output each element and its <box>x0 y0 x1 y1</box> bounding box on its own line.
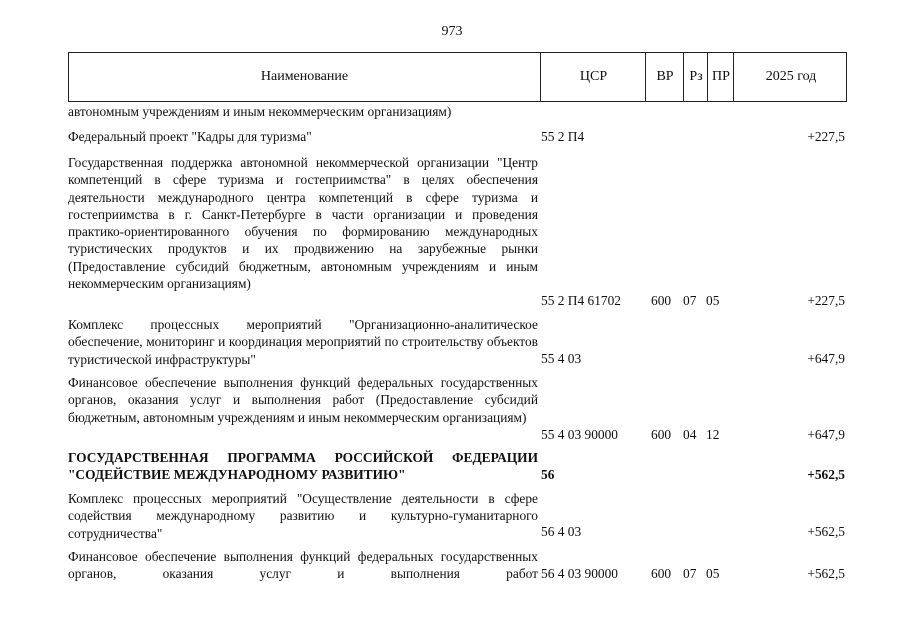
row-name: Комплекс процессных мероприятий "Осуществление деятельности в сфере содействия международному развитию и культурно-гуманитарного сотрудничества" <box>68 491 538 541</box>
row-rz: 07 <box>683 293 697 308</box>
row-rz: 04 <box>683 427 697 442</box>
row-vr: 600 <box>651 566 672 581</box>
row-csr: 55 4 03 90000 <box>541 427 618 442</box>
page-number: 973 <box>441 24 463 39</box>
header-csr: ЦСР <box>540 53 646 101</box>
row-amount: +227,5 <box>807 293 845 308</box>
row-name: ГОСУДАРСТВЕННАЯ ПРОГРАММА РОССИЙСКОЙ ФЕДЕРАЦИИ "СОДЕЙСТВИЕ МЕЖДУНАРОДНОМУ РАЗВИТИЮ" <box>68 450 538 483</box>
row-amount: +562,5 <box>807 467 845 482</box>
row-amount: +562,5 <box>807 566 845 581</box>
header-pr: ПР <box>707 53 734 101</box>
row-vr: 600 <box>651 293 672 308</box>
row-csr: 56 <box>541 467 555 482</box>
row-csr: 55 2 П4 <box>541 129 585 144</box>
row-csr: 55 4 03 <box>541 351 582 366</box>
row-csr: 55 2 П4 61702 <box>541 293 621 308</box>
header-vr: ВР <box>645 53 684 101</box>
row-name: Федеральный проект "Кадры для туризма" <box>68 129 312 144</box>
row-rz: 07 <box>683 566 697 581</box>
row-csr: 56 4 03 <box>541 524 582 539</box>
row-amount: +562,5 <box>807 524 845 539</box>
row-amount: +227,5 <box>807 129 845 144</box>
row-name: Финансовое обеспечение выполнения функций федеральных государственных органов, оказания услуг и выполнения работ <box>68 549 538 582</box>
header-rz: Рз <box>683 53 708 101</box>
header-year: 2025 год <box>733 53 848 101</box>
row-name: Комплекс процессных мероприятий "Организационно-аналитическое обеспечение, мониторинг и координация мероприятий по строительству объектов туристической инфраструктуры" <box>68 317 538 367</box>
row-vr: 600 <box>651 427 672 442</box>
row-amount: +647,9 <box>807 351 845 366</box>
row-pr: 12 <box>706 427 720 442</box>
table-header <box>68 52 847 102</box>
header-name: Наименование <box>260 69 349 84</box>
row-pr: 05 <box>706 566 720 581</box>
row-pr: 05 <box>706 293 720 308</box>
row-name: Финансовое обеспечение выполнения функций федеральных государственных органов, оказания услуг и выполнения работ (Предоставление субсидий бюджетным, автономным учреждениям и иным некоммерческим организациям) <box>68 375 538 425</box>
row-csr: 56 4 03 90000 <box>541 566 618 581</box>
row-name: Государственная поддержка автономной некоммерческой организации "Центр компетенций в сфере туризма и гостеприимства" в целях обеспечения деятельности международного центра компетенций в сфере туризма и гостеприимства в г. Санкт-Петербурге в части организации и проведения практико-ориентированного обучения по формированию международных туристических продуктов и их продвижению на зарубежные рынки (Предоставление субсидий бюджетным, автономным учреждениям и иным некоммерческим организациям) <box>68 155 538 292</box>
row-amount: +647,9 <box>807 427 845 442</box>
row-name: автономным учреждениям и иным некоммерческим организациям) <box>68 104 452 119</box>
